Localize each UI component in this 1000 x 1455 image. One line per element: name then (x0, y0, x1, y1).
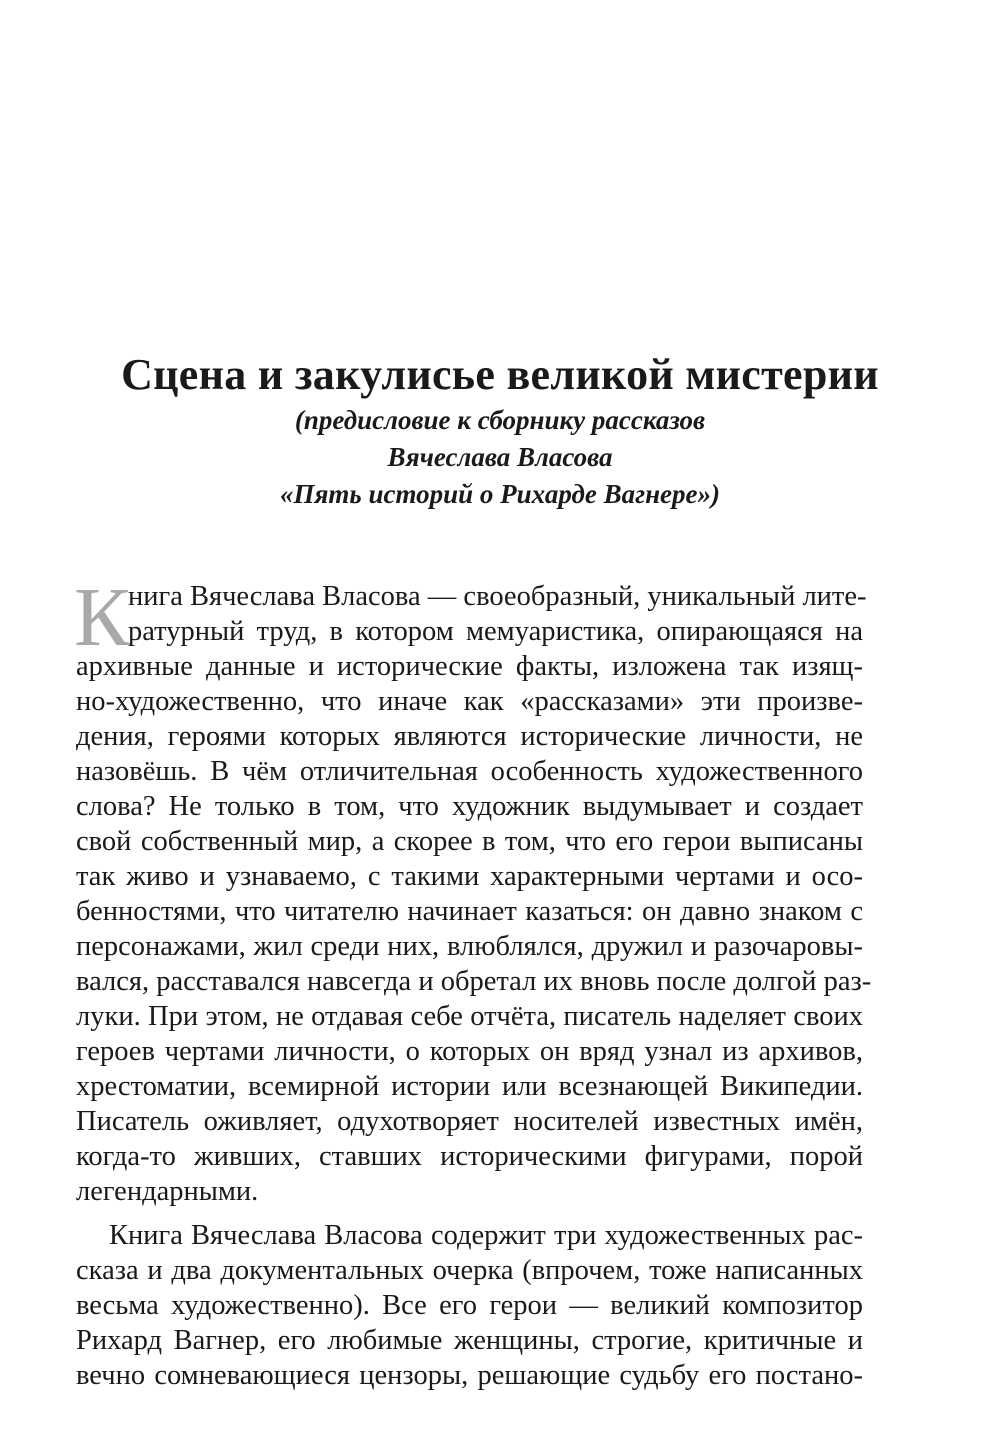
chapter-subtitle (0, 402, 1000, 513)
paragraph-line: весьма художественно). Все его герои — великий композитор (76, 1290, 863, 1321)
paragraph-line: слова? Не только в том, что художник выдумывает и создает (76, 791, 863, 822)
paragraph-line: ратурный труд, в котором мемуаристика, опирающаяся на (128, 616, 863, 647)
paragraph-line: Книга Вячеслава Власова содержит три художественных рас- (109, 1220, 863, 1251)
paragraph-line: Писатель оживляет, одухотворяет носителей известных имён, (76, 1106, 863, 1137)
paragraph-line: сказа и два документальных очерка (впрочем, тоже написанных (76, 1255, 863, 1286)
paragraph-line: вечно сомневающиеся цензоры, решающие судьбу его постано- (76, 1360, 863, 1391)
paragraph-line: хрестоматии, всемирной истории или всезнающей Википедии. (76, 1071, 863, 1102)
paragraph-line: когда-то живших, ставших историческими фигурами, порой (76, 1141, 863, 1172)
paragraph-line: персонажами, жил среди них, влюблялся, дружил и разочаровы- (76, 931, 863, 962)
subtitle-line: «Пять историй о Рихарде Вагнере») (279, 479, 721, 509)
paragraph-line: архивные данные и исторические факты, изложена так изящ- (76, 651, 863, 682)
paragraph-line: назовёшь. В чём отличительная особенность художественного (76, 756, 863, 787)
paragraph-line: дения, героями которых являются исторические личности, не (76, 721, 863, 752)
paragraph-line: Рихард Вагнер, его любимые женщины, строгие, критичные и (76, 1325, 863, 1356)
paragraph-line: так живо и узнаваемо, с такими характерными чертами и осо- (76, 861, 863, 892)
paragraph-line: луки. При этом, не отдавая себе отчёта, писатель наделяет своих (76, 1001, 863, 1032)
subtitle-line: Вячеслава Власова (387, 442, 613, 472)
paragraph-line: нига Вячеслава Власова — своеобразный, уникальный лите- (128, 581, 867, 612)
paragraph-line: бенностями, что читателю начинает казаться: он давно знаком с (76, 896, 863, 927)
subtitle-line: (предисловие к сборнику рассказов (294, 405, 706, 435)
chapter-title: Сцена и закулисье великой мистерии (121, 350, 879, 399)
paragraph-line: легендарными. (76, 1176, 259, 1207)
paragraph-line: но-художественно, что иначе как «рассказами» эти произве- (76, 686, 863, 717)
paragraph-line: вался, расставался навсегда и обретал их вновь после долгой раз- (76, 966, 872, 997)
paragraph-line: героев чертами личности, о которых он вряд узнал из архивов, (76, 1036, 863, 1067)
drop-cap: К (74, 571, 131, 664)
paragraph-line: свой собственный мир, а скорее в том, что его герои выписаны (76, 826, 863, 857)
